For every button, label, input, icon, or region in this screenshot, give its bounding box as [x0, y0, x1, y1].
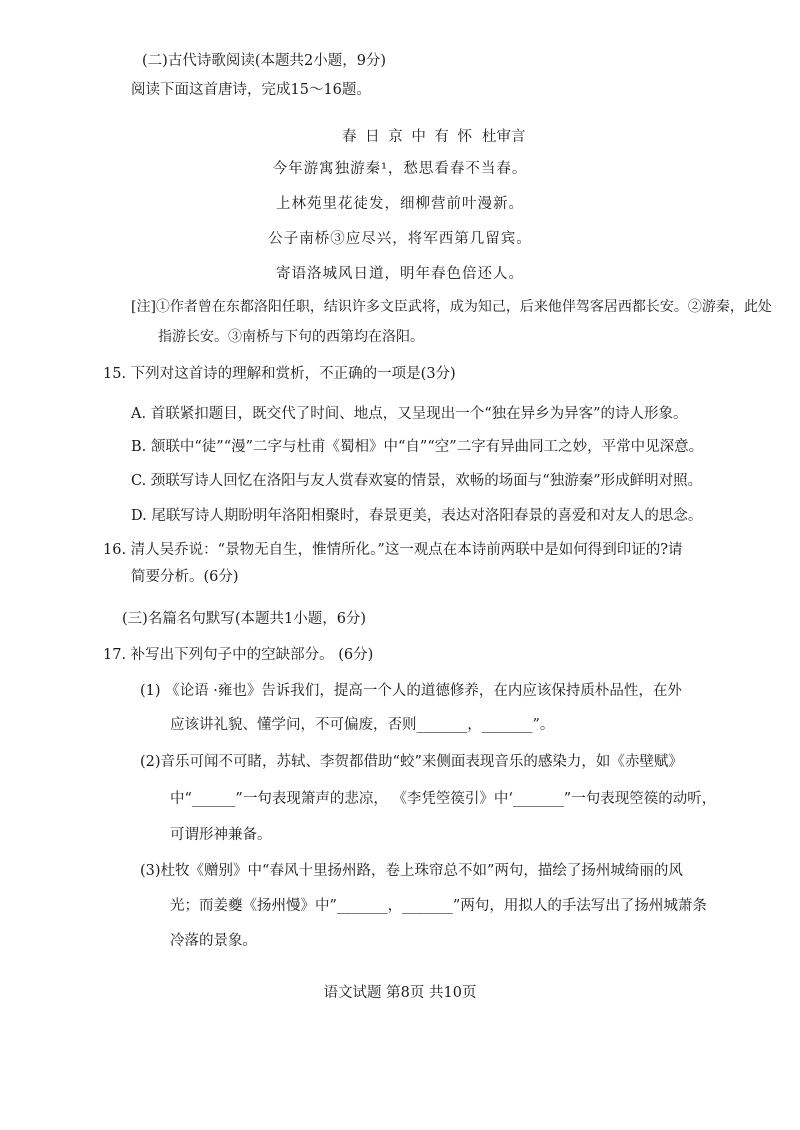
question-17-stem: 17. 补写出下列句子中的空缺部分。 (6分) — [103, 647, 374, 663]
question-15-option-a: A. 首联紧扣题目，既交代了时间、地点，又呈现出一个“独在异乡为异客”的诗人形象。 — [131, 406, 688, 422]
question-17-item-3-cont: 光；而姜夔《扬州慢》中”_______，_______”两句，用拟人的手法写出了扬州城萧条 — [170, 898, 707, 914]
poem-instruction: 阅读下面这首唐诗，完成15～16题。 — [131, 82, 371, 98]
poem-line: 上林苑里花徒发，细柳营前叶漫新。 — [276, 196, 524, 212]
poem-author: 杜审言 — [482, 129, 526, 145]
question-17-item-1-cont: 应该讲礼貌、懂学问，不可偏废，否则_______，_______”。 — [170, 717, 555, 733]
question-16-line: 16. 清人吴乔说：“景物无自生，惟情所化。”这一观点在本诗前两联中是如何得到印证的?请 — [103, 542, 683, 558]
question-15-option-c: C. 颈联写诗人回忆在洛阳与友人赏春欢宴的情景，欢畅的场面与“独游秦”形成鲜明对照。 — [131, 473, 703, 489]
question-15-stem: 15. 下列对这首诗的理解和赏析，不正确的一项是(3分) — [103, 366, 456, 382]
section-heading-poetry: (二)古代诗歌阅读(本题共2小题，9分) — [142, 53, 387, 69]
question-17-item-2-cont: 中“______”一句表现箫声的悲凉， 《李凭箜篌引》中‘_______”一句表现箜篌的动听， — [170, 791, 717, 807]
question-17-item-3: (3)杜牧《赠别》中“春风十里扬州路，卷上珠帘总不如”两句，描绘了扬州城绮丽的风 — [140, 863, 683, 879]
question-17-item-3-cont: 冷落的景象。 — [170, 933, 257, 949]
question-17-item-1: (1) 《论语 ·雍也》告诉我们，提高一个人的道德修养，在内应该保持质朴品性，在外 — [140, 683, 682, 699]
poem-line: 今年游寓独游秦¹，愁思看春不当春。 — [272, 161, 528, 177]
section-heading-recitation: (三)名篇名句默写(本题共1小题，6分) — [122, 611, 367, 627]
poem-line: 寄语洛城风日道，明年春色倍还人。 — [276, 266, 524, 282]
poem-line: 公子南桥③应尽兴，将军西第几留宾。 — [268, 231, 532, 247]
question-17-item-2: (2)音乐可闻不可睹，苏轼、李贺都借助“蛟”来侧面表现音乐的感染力，如《赤壁赋》 — [140, 754, 683, 770]
poem-note-line: [注]①作者曾在东都洛阳任职，结识许多文臣武将，成为知己，后来他伴驾客居西都长安。②游秦，此处 — [131, 299, 772, 315]
question-15-option-b: B. 颔联中“徒”“漫”二字与杜甫《蜀相》中“自”“空”二字有异曲同工之妙，平常中见深意。 — [131, 439, 704, 455]
poem-note-line: 指游长安。③南桥与下句的西第均在洛阳。 — [158, 329, 424, 345]
poem-title: 春 日 京 中 有 怀 — [342, 129, 475, 145]
question-17-item-2-cont: 可谓形神兼备。 — [170, 827, 272, 843]
question-15-option-d: D. 尾联写诗人期盼明年洛阳相聚时，春景更美，表达对洛阳春景的喜爱和对友人的思念。 — [131, 508, 703, 524]
question-16-line: 简要分析。(6分) — [131, 569, 239, 585]
page-footer: 语文试题 第8页 共10页 — [323, 985, 477, 1001]
